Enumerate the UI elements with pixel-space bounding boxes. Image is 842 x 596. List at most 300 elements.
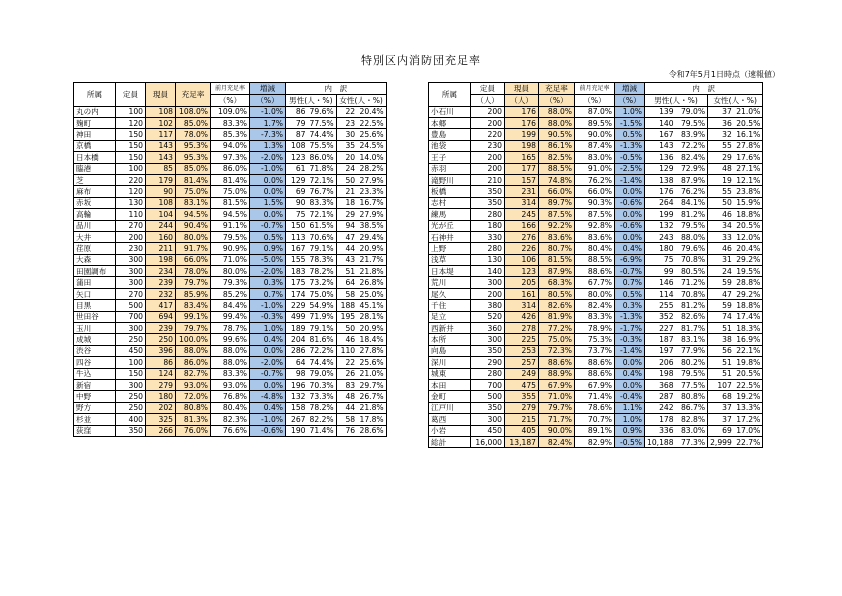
cell-prev-rate: 79.3% [211,277,250,288]
cell-female-count: 47 [708,288,734,299]
cell-members: 231 [505,186,539,197]
cell-female-count: 24 [708,266,734,277]
cell-female-pct: 21.0% [734,106,763,117]
header-female: 女性(人・%) [336,94,386,106]
cell-female-count: 48 [708,163,734,174]
cell-female-count: 110 [336,345,357,356]
total-quota: 16,000 [471,436,505,447]
table-row [74,323,387,334]
cell-change: -7.3% [250,129,286,140]
cell-change: 0.0% [250,209,286,220]
cell-quota: 300 [116,266,146,277]
cell-male-pct: 78.2% [308,402,337,413]
cell-male-count: 138 [645,174,676,185]
cell-members: 266 [146,425,176,436]
table-row [74,231,387,242]
table-row [74,129,387,140]
table-row [429,243,763,254]
cell-quota: 290 [471,357,505,368]
cell-male-pct: 83.0% [676,425,708,436]
cell-quota: 200 [471,152,505,163]
cell-change: 1.3% [250,140,286,151]
cell-change: 0.0% [615,357,645,368]
cell-prev-rate: 80.0% [575,288,615,299]
cell-quota: 700 [116,311,146,322]
cell-members: 215 [505,414,539,425]
cell-prev-rate: 80.4% [575,243,615,254]
cell-members: 166 [505,220,539,231]
cell-change: -0.5% [615,152,645,163]
header-pct: （%） [250,94,286,106]
cell-prev-rate: 71.0% [211,254,250,265]
cell-female-pct: 27.9% [357,209,386,220]
cell-quota: 200 [471,117,505,128]
cell-male-count: 286 [286,345,308,356]
header-breakdown: 内 訳 [645,83,763,95]
cell-female-pct: 12.1% [734,174,763,185]
cell-rate: 80.5% [539,288,575,299]
cell-female-count: 37 [708,414,734,425]
cell-dept-name: 千住 [429,300,471,311]
cell-male-count: 108 [286,140,308,151]
cell-members: 234 [146,266,176,277]
cell-female-pct: 25.6% [357,357,386,368]
table-row [429,186,763,197]
cell-prev-rate: 67.7% [575,277,615,288]
cell-change: -1.0% [250,414,286,425]
cell-change: 0.5% [250,231,286,242]
cell-female-pct: 15.9% [734,197,763,208]
cell-members: 245 [505,209,539,220]
cell-rate: 72.3% [539,345,575,356]
cell-members: 124 [146,368,176,379]
cell-rate: 87.5% [539,209,575,220]
cell-quota: 280 [471,209,505,220]
cell-male-pct: 83.3% [308,197,337,208]
cell-change: 1.0% [615,106,645,117]
cell-rate: 83.6% [539,231,575,242]
table-row [429,254,763,265]
cell-female-count: 21 [336,186,357,197]
table-row [74,345,387,356]
cell-male-pct: 77.5% [308,117,337,128]
header-members-unit: （人） [505,94,539,106]
cell-dept-name: 滝野川 [429,174,471,185]
left-table-body [74,106,387,436]
cell-dept-name: 渋谷 [74,345,116,356]
cell-members: 276 [505,231,539,242]
cell-prev-rate: 90.0% [575,129,615,140]
cell-female-count: 18 [336,197,357,208]
cell-female-count: 58 [336,414,357,425]
cell-prev-rate: 81.4% [211,174,250,185]
table-row [429,300,763,311]
cell-male-count: 255 [645,300,676,311]
cell-male-pct: 80.2% [676,357,708,368]
cell-dept-name: 小石川 [429,106,471,117]
cell-male-count: 229 [286,300,308,311]
cell-change: -0.7% [250,220,286,231]
cell-male-pct: 72.1% [308,209,337,220]
cell-members: 86 [146,357,176,368]
cell-female-count: 188 [336,300,357,311]
cell-male-pct: 79.1% [308,243,337,254]
cell-quota: 110 [116,209,146,220]
cell-members: 198 [505,140,539,151]
cell-female-count: 51 [708,323,734,334]
table-row [74,379,387,390]
table-row [74,288,387,299]
header-quota-unit: （人） [471,94,505,106]
cell-members: 325 [146,414,176,425]
cell-dept-name: 新宿 [74,379,116,390]
cell-quota: 350 [471,197,505,208]
header-pct: （%） [615,94,645,106]
total-members: 13,187 [505,436,539,447]
cell-prev-rate: 70.7% [575,414,615,425]
cell-rate: 74.8% [539,174,575,185]
table-row [429,266,763,277]
cell-change: 0.0% [250,345,286,356]
cell-male-pct: 72.2% [676,140,708,151]
table-row [74,414,387,425]
cell-members: 90 [146,186,176,197]
cell-male-count: 175 [286,277,308,288]
cell-dept-name: 上野 [429,243,471,254]
table-row [74,334,387,345]
cell-male-count: 132 [645,220,676,231]
cell-change: -0.3% [250,311,286,322]
cell-quota: 300 [471,334,505,345]
cell-change: -1.0% [250,106,286,117]
cell-female-count: 58 [336,288,357,299]
cell-quota: 130 [471,254,505,265]
cell-male-count: 75 [286,209,308,220]
cell-female-count: 68 [708,391,734,402]
cell-male-count: 123 [286,152,308,163]
cell-female-pct: 28.2% [357,163,386,174]
cell-prev-rate: 89.1% [575,425,615,436]
cell-male-pct: 71.2% [676,277,708,288]
cell-quota: 100 [116,106,146,117]
cell-rate: 76.0% [176,425,211,436]
cell-female-pct: 29.4% [357,231,386,242]
cell-male-pct: 75.0% [308,288,337,299]
cell-change: -1.0% [250,163,286,174]
cell-change: -1.4% [615,174,645,185]
cell-rate: 81.5% [539,254,575,265]
cell-rate: 75.0% [176,186,211,197]
cell-female-pct: 14.0% [357,152,386,163]
header-pct: （%） [539,94,575,106]
cell-rate: 88.0% [539,117,575,128]
cell-rate: 85.0% [176,117,211,128]
cell-prev-rate: 80.4% [211,402,250,413]
cell-male-pct: 70.8% [676,288,708,299]
cell-male-pct: 70.8% [676,254,708,265]
cell-male-pct: 79.5% [676,368,708,379]
cell-members: 314 [505,197,539,208]
cell-male-count: 242 [645,402,676,413]
total-row [429,436,763,447]
cell-female-pct: 25.6% [357,129,386,140]
cell-female-pct: 21.8% [357,402,386,413]
cell-female-count: 47 [336,231,357,242]
cell-dept-name: 杉並 [74,414,116,425]
cell-male-pct: 78.3% [308,254,337,265]
cell-dept-name: 荒川 [429,277,471,288]
cell-quota: 200 [471,288,505,299]
cell-quota: 200 [471,106,505,117]
cell-female-pct: 22.1% [734,345,763,356]
cell-quota: 700 [471,379,505,390]
table-row [429,323,763,334]
table-row [429,379,763,390]
cell-rate: 83.1% [176,197,211,208]
page-title: 特別区内消防団充足率 [361,54,481,67]
header-rate: 充足率 [176,83,211,107]
header-dept: 所属 [429,83,471,107]
cell-female-count: 44 [336,243,357,254]
cell-female-count: 37 [708,106,734,117]
cell-female-count: 19 [708,174,734,185]
cell-dept-name: 豊島 [429,129,471,140]
cell-male-count: 158 [286,402,308,413]
cell-members: 355 [505,391,539,402]
cell-rate: 79.7% [539,402,575,413]
cell-rate: 90.0% [539,425,575,436]
cell-female-pct: 19.8% [734,357,763,368]
cell-change: 0.0% [615,379,645,390]
cell-rate: 86.0% [176,357,211,368]
cell-rate: 100.0% [176,334,211,345]
cell-members: 225 [505,334,539,345]
cell-female-count: 33 [708,231,734,242]
cell-rate: 82.7% [176,368,211,379]
cell-dept-name: 深川 [429,357,471,368]
cell-male-pct: 71.4% [308,425,337,436]
cell-dept-name: 赤坂 [74,197,116,208]
cell-rate: 81.4% [176,174,211,185]
table-row [74,391,387,402]
cell-female-count: 51 [336,266,357,277]
table-row [429,334,763,345]
cell-members: 180 [146,391,176,402]
cell-prev-rate: 92.8% [575,220,615,231]
cell-members: 106 [505,254,539,265]
cell-quota: 130 [116,197,146,208]
cell-dept-name: 目黒 [74,300,116,311]
cell-dept-name: 王子 [429,152,471,163]
cell-female-count: 51 [708,357,734,368]
cell-prev-rate: 88.6% [575,266,615,277]
cell-dept-name: 玉川 [74,323,116,334]
cell-change: 0.0% [615,209,645,220]
table-row [74,300,387,311]
cell-change: 0.0% [615,231,645,242]
table-row [429,357,763,368]
cell-members: 179 [146,174,176,185]
cell-female-count: 50 [336,174,357,185]
cell-male-count: 227 [645,323,676,334]
cell-female-pct: 19.5% [734,266,763,277]
cell-male-count: 187 [645,334,676,345]
cell-quota: 500 [116,300,146,311]
cell-female-count: 74 [708,311,734,322]
cell-dept-name: 大井 [74,231,116,242]
table-row [429,209,763,220]
cell-change: 0.9% [250,243,286,254]
table-row [74,163,387,174]
cell-female-count: 44 [336,402,357,413]
cell-change: -6.9% [615,254,645,265]
right-table-body [429,106,763,448]
table-row [429,231,763,242]
cell-change: 0.7% [250,288,286,299]
cell-male-pct: 79.0% [676,106,708,117]
table-row [74,368,387,379]
cell-dept-name: 葛西 [429,414,471,425]
cell-female-pct: 26.7% [357,391,386,402]
cell-dept-name: 赤羽 [429,163,471,174]
cell-members: 239 [146,277,176,288]
cell-quota: 300 [116,277,146,288]
cell-quota: 360 [471,323,505,334]
table-row [429,220,763,231]
cell-quota: 350 [471,186,505,197]
cell-prev-rate: 83.6% [575,231,615,242]
cell-female-pct: 27.8% [734,140,763,151]
cell-members: 176 [505,117,539,128]
cell-female-count: 56 [708,345,734,356]
cell-male-pct: 82.2% [308,414,337,425]
cell-male-count: 204 [286,334,308,345]
cell-female-count: 22 [336,357,357,368]
table-row [429,129,763,140]
cell-prev-rate: 88.0% [211,357,250,368]
table-row [74,402,387,413]
cell-female-pct: 17.0% [734,425,763,436]
cell-quota: 380 [471,300,505,311]
cell-dept-name: 西新井 [429,323,471,334]
cell-members: 250 [146,334,176,345]
cell-change: 0.0% [615,186,645,197]
cell-members: 253 [505,345,539,356]
table-row [74,277,387,288]
cell-male-pct: 81.7% [676,323,708,334]
cell-female-pct: 21.0% [357,368,386,379]
cell-quota: 200 [116,231,146,242]
table-row [429,425,763,436]
cell-change: -0.7% [615,266,645,277]
cell-dept-name: 足立 [429,311,471,322]
cell-male-count: 146 [645,277,676,288]
cell-members: 199 [505,129,539,140]
cell-members: 244 [146,220,176,231]
cell-female-pct: 16.1% [734,129,763,140]
table-row [429,197,763,208]
cell-quota: 270 [116,288,146,299]
cell-quota: 300 [471,277,505,288]
cell-female-count: 59 [708,277,734,288]
total-prev-rate: 82.9% [575,436,615,447]
cell-prev-rate: 71.4% [575,391,615,402]
cell-female-pct: 45.1% [357,300,386,311]
cell-female-count: 83 [336,379,357,390]
cell-dept-name: 光が丘 [429,220,471,231]
cell-dept-name: 神田 [74,129,116,140]
cell-male-count: 114 [645,288,676,299]
cell-members: 417 [146,300,176,311]
header-change: 増減 [250,83,286,95]
cell-rate: 71.7% [539,414,575,425]
cell-rate: 82.6% [539,300,575,311]
cell-quota: 500 [471,391,505,402]
cell-male-pct: 77.9% [676,345,708,356]
cell-male-pct: 72.9% [676,163,708,174]
cell-dept-name: 矢口 [74,288,116,299]
cell-quota: 120 [116,117,146,128]
cell-dept-name: 高輪 [74,209,116,220]
cell-change: -4.8% [250,391,286,402]
cell-dept-name: 牛込 [74,368,116,379]
cell-change: -1.3% [615,311,645,322]
cell-change: -2.0% [250,152,286,163]
cell-quota: 230 [471,140,505,151]
cell-female-count: 46 [708,209,734,220]
cell-prev-rate: 91.0% [575,163,615,174]
date-note: 令和7年5月1日時点（速報値） [668,70,780,79]
cell-female-pct: 29.2% [734,254,763,265]
cell-male-count: 368 [645,379,676,390]
cell-female-pct: 27.9% [357,174,386,185]
cell-dept-name: 石神井 [429,231,471,242]
cell-female-count: 94 [336,220,357,231]
table-row [429,345,763,356]
total-change: -0.5% [615,436,645,447]
cell-female-count: 22 [336,106,357,117]
cell-male-pct: 83.1% [676,334,708,345]
cell-rate: 66.0% [539,186,575,197]
cell-quota: 350 [471,345,505,356]
cell-rate: 68.3% [539,277,575,288]
cell-quota: 250 [116,334,146,345]
cell-male-count: 75 [645,254,676,265]
total-male-pct: 77.3% [676,436,708,447]
cell-quota: 300 [116,379,146,390]
cell-female-count: 31 [708,254,734,265]
cell-female-count: 26 [336,368,357,379]
cell-male-pct: 78.2% [308,266,337,277]
cell-members: 143 [146,152,176,163]
cell-members: 177 [505,163,539,174]
cell-male-count: 167 [645,129,676,140]
cell-prev-rate: 82.4% [575,300,615,311]
header-female: 女性(人・%) [708,94,763,106]
cell-prev-rate: 66.0% [575,186,615,197]
cell-female-count: 55 [708,140,734,151]
table-row [74,186,387,197]
cell-quota: 280 [471,368,505,379]
table-row [74,254,387,265]
cell-quota: 150 [116,152,146,163]
table-row [429,140,763,151]
cell-rate: 88.0% [539,106,575,117]
header-rate: 充足率 [539,83,575,95]
cell-male-count: 150 [286,220,308,231]
cell-rate: 93.0% [176,379,211,390]
cell-female-count: 20 [336,152,357,163]
